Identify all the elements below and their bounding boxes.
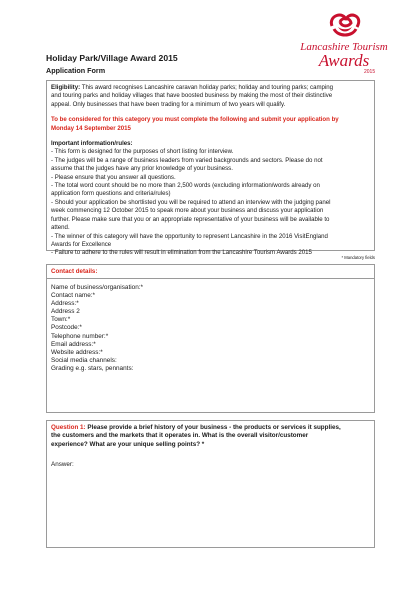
rules-line: Awards for Excellence <box>51 240 112 248</box>
rules-line: - The winner of this category will have the opportunity to represent Lancashire in the 2016 VisitEngland <box>51 232 328 240</box>
logo-year: 2015 <box>364 69 376 75</box>
rules-line: - Failure to adhere to the rules will result in elimination from the Lancashire Tourism Awards 2015 <box>51 249 312 257</box>
answer-field[interactable]: Answer: <box>51 461 74 469</box>
contact-field-town[interactable]: Town:* <box>51 316 71 324</box>
page-title: Holiday Park/Village Award 2015 <box>46 53 178 63</box>
rules-line: - This form is designed for the purposes of short listing for interview. <box>51 148 234 156</box>
eligibility-text-line: and touring parks and holiday villages that have boosted business by making the most of their distinctive <box>51 92 333 100</box>
rules-line: further. Please make sure that you or an appropriate representative of your business will be available to <box>51 215 330 223</box>
question-1-box <box>46 420 375 548</box>
rules-line: - Should your application be shortlisted you will be required to attend an interview with the judging panel <box>51 198 331 206</box>
contact-field-social-media[interactable]: Social media channels: <box>51 356 117 364</box>
lancashire-tourism-awards-logo <box>288 7 400 77</box>
mandatory-fields-note: * Mandatory fields <box>341 255 375 260</box>
contact-field-address[interactable]: Address:* <box>51 300 79 308</box>
contact-details-box <box>46 264 375 413</box>
contact-field-business-name[interactable]: Name of business/organisation:* <box>51 284 144 291</box>
contact-details-heading: Contact details: <box>51 268 98 275</box>
rules-heading: Important information/rules: <box>51 140 133 148</box>
question-1-line: the customers and the markets that it operates in. What is the overall visitor/customer <box>51 432 309 440</box>
deadline-date: Monday 14 September 2015 <box>51 124 131 132</box>
question-1-line: experience? What are your unique selling points? * <box>51 440 205 448</box>
eligibility-text-line: appeal. Only businesses that have been trading for a minimum of two years will qualify. <box>51 100 286 108</box>
rose-icon <box>288 7 400 43</box>
eligibility-paragraph <box>51 84 370 92</box>
contact-field-postcode[interactable]: Postcode:* <box>51 324 82 332</box>
rules-line: application form questions and criteria/rules) <box>51 190 171 198</box>
question-1-line: Please provide a brief history of your business - the products or services it supplies, <box>87 424 341 431</box>
rules-line: week commencing 12 October 2015 to speak more about your business and discuss your application <box>51 207 324 215</box>
rules-line: - Please ensure that you answer all questions. <box>51 173 176 181</box>
question-1-label: Question 1: <box>51 424 86 431</box>
rules-line: - The judges will be a range of business leaders from varied backgrounds and sectors. Please do not <box>51 156 323 164</box>
page-subtitle: Application Form <box>46 66 106 75</box>
contact-field-contact-name[interactable]: Contact name:* <box>51 292 96 300</box>
contact-field-grading[interactable]: Grading e.g. stars, pennants: <box>51 364 134 372</box>
contact-field-telephone[interactable]: Telephone number:* <box>51 332 109 340</box>
rules-line: - The total word count should be no more than 2,500 words (excluding information/words already on <box>51 182 320 190</box>
rules-line: attend. <box>51 224 70 232</box>
logo-text-line2: Awards <box>318 51 370 70</box>
eligibility-rules-box <box>46 80 375 257</box>
contact-field-email[interactable]: Email address:* <box>51 340 96 348</box>
rules-line: assume that the judges have any prior knowledge of your business. <box>51 165 233 173</box>
contact-heading-divider <box>47 278 374 279</box>
eligibility-label: Eligibility: <box>51 84 81 91</box>
eligibility-text-line: This award recognises Lancashire caravan holiday parks; holiday and touring parks; camping <box>81 84 334 91</box>
logo-text-line1: Lancashire Tourism <box>300 41 388 53</box>
contact-field-website[interactable]: Website address:* <box>51 348 103 356</box>
contact-field-address-2[interactable]: Address 2 <box>51 308 80 316</box>
deadline-text: To be considered for this category you must complete the following and submit your application by <box>51 116 339 124</box>
question-1-text <box>51 424 370 432</box>
